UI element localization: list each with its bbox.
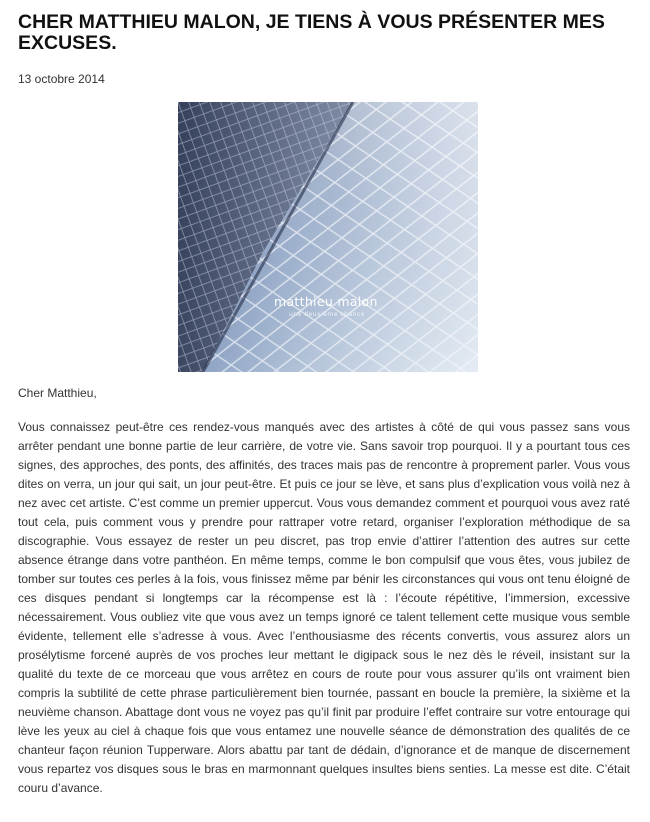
album-cover-image — [178, 102, 478, 372]
letter-salutation: Cher Matthieu, — [18, 386, 97, 400]
cover-album-title: une deuxième chance — [289, 311, 365, 318]
cover-artist-name: matthieu malon — [274, 294, 378, 309]
article-date: 13 octobre 2014 — [18, 72, 105, 86]
article-body: Vous connaissez peut-être ces rendez-vous manqués avec des artistes à côté de qui vous passez sans vous arrêter pendant une bonne partie de leur carrière, de votre vie. Sans savoir trop pourquoi. Il y a pourtant tous ces signes, des approches, des ponts, des affinités, des traces mais pas de rencontre à proprement parler. Vous vous dites on verra, un jour qui sait, un jour peut-être. Et puis ce jour se lève, et sans plus d’explication vous voilà nez à nez avec cet artiste. C’est comme un premier uppercut. Vous vous demandez comment et pourquoi vous avez raté tout cela, puis comment vous y prendre pour rattraper votre retard, organiser l’exploration méthodique de sa discographie. Vous essayez de rester un peu discret, pas trop envie d’attirer l’attention des autres sur cette absence étrange dans votre panthéon. En même temps, comme le bon compulsif que vous êtes, vous jubilez de tomber sur toutes ces perles à la fois, vous finissez même par bénir les circonstances qui vous ont tenu éloigné de ces disques pendant si longtemps car la récompense est là : l’écoute répétitive, l’immersion, excessive nécessairement. Vous oubliez vite que vous avez un temps ignoré ce talent tellement cette musique vous semble évidente, tellement elle s’adresse à vous. Avec l’enthousiasme des récents convertis, vous assurez alors un prosélytisme forcené auprès de vos proches leur mettant le digipack sous le nez dès le réveil, insistant sur la qualité du texte de ce morceau que vous arrêtez en cours de route pour vous assurer qu’ils ont vraiment bien compris la subtilité de cette phrase particulièrement bien tournée, passant en boucle la première, la sixième et la neuvième chanson. Abattage dont vous ne voyez pas qu’il finit par produire l’effet contraire sur votre entourage qui lève les yeux au ciel à chaque fois que vous entamez une nouvelle séance de démonstration des qualités de ce chanteur façon réunion Tupperware. Alors abattu par tant de dédain, d’ignorance et de manque de discernement vous repartez vos disques sous le bras en marmonnant quelques insultes biens senties. La messe est dite. C’était couru d’avance. — [18, 420, 630, 795]
cover-artwork — [178, 102, 478, 372]
article-title: CHER MATTHIEU MALON, JE TIENS À VOUS PRÉSENTER MES EXCUSES. — [18, 11, 605, 54]
